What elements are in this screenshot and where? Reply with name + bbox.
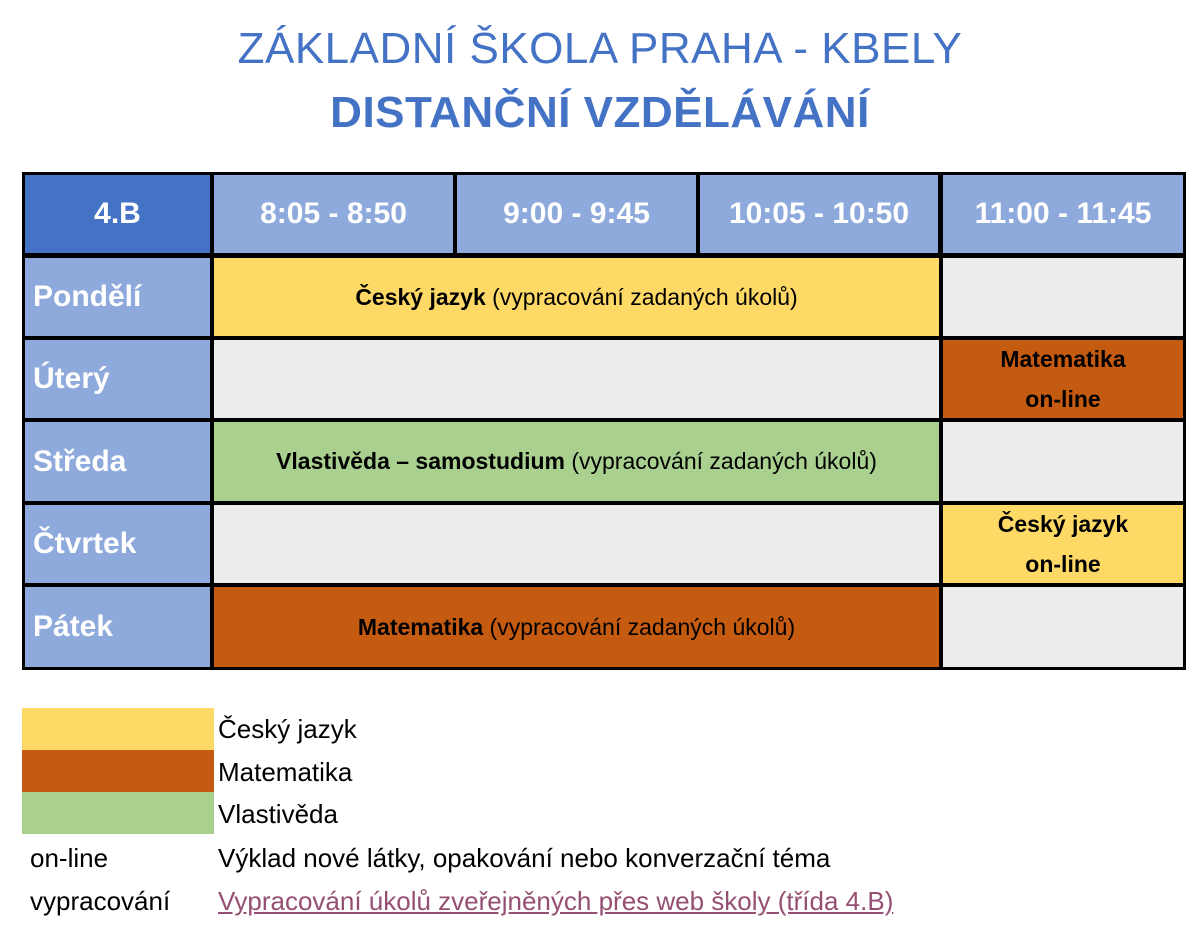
tuesday-online-label: on-line bbox=[1025, 386, 1101, 412]
monday-online-empty bbox=[943, 258, 1183, 336]
friday-subject: Matematika bbox=[357, 613, 484, 640]
monday-block bbox=[214, 258, 939, 336]
thursday-online-subject: Český jazyk bbox=[997, 511, 1129, 537]
timetable bbox=[22, 172, 1186, 670]
legend-swatch-vlastiveda bbox=[22, 792, 214, 834]
thursday-block bbox=[214, 505, 939, 583]
class-label: 4.B bbox=[25, 175, 210, 253]
friday-block bbox=[214, 587, 939, 667]
school-web-link[interactable]: Vypracování úkolů zveřejněných přes web školy (třída 4.B) bbox=[218, 886, 894, 916]
thursday-online-label: on-line bbox=[1025, 551, 1101, 577]
wednesday-subject: Vlastivěda – samostudium bbox=[276, 448, 565, 474]
tuesday-online-subject: Matematika bbox=[1000, 346, 1126, 372]
time-slot-3: 10:05 - 10:50 bbox=[700, 175, 938, 253]
time-slot-4: 11:00 - 11:45 bbox=[943, 175, 1183, 253]
tuesday-block bbox=[214, 340, 939, 418]
wednesday-online-empty bbox=[943, 422, 1183, 501]
day-monday: Pondělí bbox=[25, 258, 210, 336]
day-thursday: Čtvrtek bbox=[25, 505, 210, 583]
time-slot-1: 8:05 - 8:50 bbox=[214, 175, 453, 253]
tuesday-online bbox=[943, 340, 1183, 418]
time-slot-2: 9:00 - 9:45 bbox=[457, 175, 696, 253]
page-subtitle: DISTANČNÍ VZDĚLÁVÁNÍ bbox=[330, 88, 870, 137]
legend-label-math: Matematika bbox=[218, 757, 353, 787]
monday-note: (vypracování zadaných úkolů) bbox=[485, 283, 798, 310]
day-tuesday: Úterý bbox=[25, 340, 210, 418]
legend-swatch-czech bbox=[22, 708, 214, 750]
wednesday-block bbox=[214, 422, 939, 501]
day-wednesday: Středa bbox=[25, 422, 210, 501]
thursday-online bbox=[943, 505, 1183, 583]
legend-key-online: on-line bbox=[30, 843, 109, 873]
day-friday: Pátek bbox=[25, 587, 210, 667]
legend-desc-online: Výklad nové látky, opakování nebo konverzační téma bbox=[218, 843, 831, 873]
school-title: ZÁKLADNÍ ŠKOLA PRAHA - KBELY bbox=[237, 24, 963, 73]
friday-online-empty bbox=[943, 587, 1183, 667]
legend-label-vlastiveda: Vlastivěda bbox=[218, 799, 338, 829]
legend-key-vypracovani: vypracování bbox=[30, 886, 171, 916]
legend-swatch-math bbox=[22, 750, 214, 792]
wednesday-note: (vypracování zadaných úkolů) bbox=[564, 448, 877, 474]
monday-subject: Český jazyk bbox=[355, 283, 486, 310]
friday-note: (vypracování zadaných úkolů) bbox=[483, 613, 796, 640]
legend-label-czech: Český jazyk bbox=[218, 714, 357, 744]
